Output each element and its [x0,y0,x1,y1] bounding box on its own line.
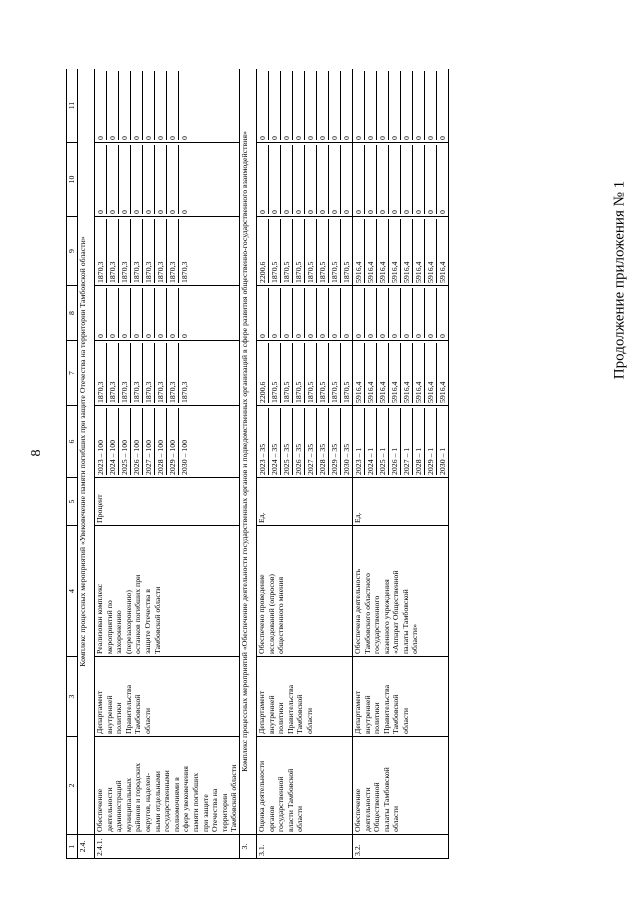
value: 0 [143,145,155,214]
unit: Процент [95,478,240,526]
value: 0 [305,288,317,338]
value: 0 [269,288,281,338]
value: 1870,5 [317,343,329,403]
value: 1870,5 [281,219,293,283]
value: 5916,4 [437,261,447,283]
value: 0 [155,288,167,338]
value: 2200,6 [257,343,269,403]
value: 1870,5 [281,343,293,403]
column-number: 5 [67,478,78,526]
table-row [256,69,352,859]
value: 0 [131,71,143,140]
program-table [66,69,449,859]
table-row [352,69,448,859]
section-heading: Комплекс процессных мероприятий «Увековечение памяти погибших при защите Отечества на территории Тамбовской области» [78,69,95,835]
value: 0 [143,71,155,140]
value: 2023 – 1 [353,408,365,475]
value: 5916,4 [353,343,365,403]
value: 0 [377,288,389,338]
value-cell-c11 [256,69,352,143]
value: 0 [269,145,281,214]
event-name: Обеспечение деятельности Общественной палаты Тамбовской области [352,737,448,835]
value: 2025 – 1 [377,408,389,475]
value-cell-c8 [256,286,352,341]
value: 1870,3 [107,219,119,283]
value: 0 [167,71,179,140]
unit: Ед. [352,478,448,526]
value: 0 [329,288,341,338]
value: 1870,5 [269,343,281,403]
value: 2023 – 100 [95,408,107,475]
value-cell-c9 [95,217,240,286]
value: 1870,3 [107,343,119,403]
value: 0 [389,145,401,214]
section-heading-row [239,69,256,859]
value-cell-c10 [352,143,448,217]
value-cell-c7 [256,341,352,406]
value-cell-c9 [352,217,448,286]
value: 1870,5 [293,343,305,403]
value: 5916,4 [401,219,413,283]
value: 1870,3 [131,219,143,283]
value: 2028 – 35 [317,408,329,475]
value-cell-c10 [95,143,240,217]
value: 5916,4 [425,219,437,283]
value: 0 [180,210,189,214]
value: 5916,4 [377,343,389,403]
value: 2026 – 35 [293,408,305,475]
value: 0 [95,288,107,338]
appendix-title [610,160,630,400]
value: 1870,5 [329,343,341,403]
value: 1870,3 [143,343,155,403]
value: 0 [389,71,401,140]
value: 2030 – 35 [341,443,351,475]
column-number: 10 [67,143,78,217]
value: 0 [155,145,167,214]
value: 0 [353,71,365,140]
value: 1870,3 [180,261,189,283]
value: 0 [365,288,377,338]
result: Реализован комплекс мероприятий по захоронению (перезахоронению) останков погибших при защите Отечества в Тамбовской области [95,526,240,657]
value: 0 [180,136,189,140]
value-cell-c10 [256,143,352,217]
program-table-container [66,69,599,859]
result: Обеспечено проведение исследований (опросов) общественного мнения [256,526,352,657]
value: 0 [425,288,437,338]
value-cell-c8 [352,286,448,341]
value: 2028 – 1 [413,408,425,475]
value: 0 [365,71,377,140]
executor: Департамент внутренней политики Правительства Тамбовской области [95,657,240,737]
section-number: 2.4. [78,835,95,859]
value: 0 [305,145,317,214]
value: 0 [401,145,413,214]
value: 2029 – 35 [329,408,341,475]
value: 2028 – 100 [155,408,167,475]
value-cell-c8 [95,286,240,341]
value: 0 [425,71,437,140]
value: 0 [353,288,365,338]
column-number: 3 [67,657,78,737]
value: 2025 – 35 [281,408,293,475]
value: 0 [425,145,437,214]
column-number: 9 [67,217,78,286]
value: 1870,3 [143,219,155,283]
value: 1870,3 [167,219,179,283]
value: 0 [119,145,131,214]
value: 1870,3 [155,343,167,403]
value-cell-c7 [95,341,240,406]
value-cell-years [95,406,240,478]
value: 0 [329,71,341,140]
value: 0 [107,288,119,338]
value: 2024 – 35 [269,408,281,475]
value: 2026 – 1 [389,408,401,475]
value: 0 [281,145,293,214]
row-number: 2.4.1. [95,835,240,859]
column-number: 2 [67,737,78,835]
value: 1870,5 [329,219,341,283]
value-cell-c7 [352,341,448,406]
value: 1870,5 [269,219,281,283]
value: 0 [365,145,377,214]
column-number: 4 [67,526,78,657]
value: 0 [413,145,425,214]
column-number: 1 [67,835,78,859]
value: 5916,4 [377,219,389,283]
value: 0 [131,145,143,214]
value: 0 [167,288,179,338]
event-name: Обеспечение деятельности администраций муниципальных районов и городских округов, наделен- ными отдельными государственными полномочиями в сфере увековечения памяти погибших при защите Отечества на территории Тамбовской области [95,737,240,835]
value-cell-years [352,406,448,478]
value: 0 [95,71,107,140]
value: 0 [167,145,179,214]
value: 0 [257,288,269,338]
value: 0 [155,71,167,140]
unit: Ед. [256,478,352,526]
value: 1870,5 [317,219,329,283]
value: 1870,5 [305,219,317,283]
value: 0 [341,334,351,338]
value: 1870,3 [131,343,143,403]
value: 2024 – 1 [365,408,377,475]
value: 1870,3 [119,219,131,283]
table-body [67,69,449,859]
value: 0 [377,71,389,140]
value: 0 [341,136,351,140]
value: 2025 – 100 [119,408,131,475]
value: 0 [293,145,305,214]
value: 2030 – 100 [180,439,189,475]
section-heading: Комплекс процессных мероприятий «Обеспечение деятельности государственных органов и подведомственных организаций в сфере развития общественно-государственного взаимодействия» [239,69,256,835]
value: 1870,3 [180,381,189,403]
column-number: 11 [67,69,78,143]
value: 0 [413,71,425,140]
appendix-title-text: Продолжение приложения № 1 [611,180,628,380]
value: 0 [293,288,305,338]
value: 5916,4 [353,219,365,283]
section-heading-row [78,69,95,859]
value: 0 [317,288,329,338]
column-number-row [67,69,78,859]
value-cell-c11 [352,69,448,143]
section-number: 3. [239,835,256,859]
value: 0 [281,71,293,140]
value: 1870,5 [305,343,317,403]
value: 0 [293,71,305,140]
column-number: 6 [67,406,78,478]
value: 0 [413,288,425,338]
value: 0 [281,288,293,338]
value: 0 [437,210,447,214]
event-name: Оценка деятельности органов государственной власти Тамбовской области [256,737,352,835]
value: 0 [95,145,107,214]
value: 2026 – 100 [131,408,143,475]
value: 0 [377,145,389,214]
value: 0 [401,288,413,338]
value: 0 [341,210,351,214]
value-cell-c9 [256,217,352,286]
value: 1870,3 [167,343,179,403]
value-cell-years [256,406,352,478]
row-number: 3.1. [256,835,352,859]
value: 1870,3 [119,343,131,403]
value: 0 [317,145,329,214]
value: 1870,5 [341,381,351,403]
value: 2027 – 35 [305,408,317,475]
value: 0 [437,136,447,140]
value: 0 [131,288,143,338]
value: 2024 – 100 [107,408,119,475]
value: 0 [257,145,269,214]
value: 5916,4 [401,343,413,403]
value: 0 [329,145,341,214]
value: 2023 – 35 [257,408,269,475]
value: 5916,4 [425,343,437,403]
value: 1870,5 [293,219,305,283]
value: 5916,4 [413,343,425,403]
result: Обеспечена деятельность Тамбовского областного государственного казенного учреждения «Аппарат Общественной палаты Тамбовской области» [352,526,448,657]
table-row [95,69,240,859]
value: 0 [143,288,155,338]
value: 0 [119,71,131,140]
value: 2200,6 [257,219,269,283]
value: 0 [317,71,329,140]
value: 0 [401,71,413,140]
value: 0 [180,334,189,338]
value: 0 [257,71,269,140]
executor: Департамент внутренней политики Правительства Тамбовской области [352,657,448,737]
value: 2027 – 1 [401,408,413,475]
value: 1870,3 [95,343,107,403]
column-number: 7 [67,341,78,406]
value: 5916,4 [437,381,447,403]
value-cell-c11 [95,69,240,143]
value: 0 [389,288,401,338]
value: 0 [119,288,131,338]
value: 5916,4 [389,343,401,403]
value: 0 [269,71,281,140]
value: 5916,4 [389,219,401,283]
value: 0 [437,334,447,338]
executor: Департамент внутренней политики Правительства Тамбовской области [256,657,352,737]
value: 5916,4 [365,343,377,403]
value: 0 [107,71,119,140]
value: 1870,5 [341,261,351,283]
value: 0 [305,71,317,140]
column-number: 8 [67,286,78,341]
value: 2027 – 100 [143,408,155,475]
page-number: 8 [29,449,44,457]
value: 2030 – 1 [437,447,447,475]
value: 0 [107,145,119,214]
value: 2029 – 100 [167,408,179,475]
value: 0 [353,145,365,214]
row-number: 3.2. [352,835,448,859]
value: 2029 – 1 [425,408,437,475]
value: 1870,3 [155,219,167,283]
value: 1870,3 [95,219,107,283]
value: 5916,4 [413,219,425,283]
value: 5916,4 [365,219,377,283]
